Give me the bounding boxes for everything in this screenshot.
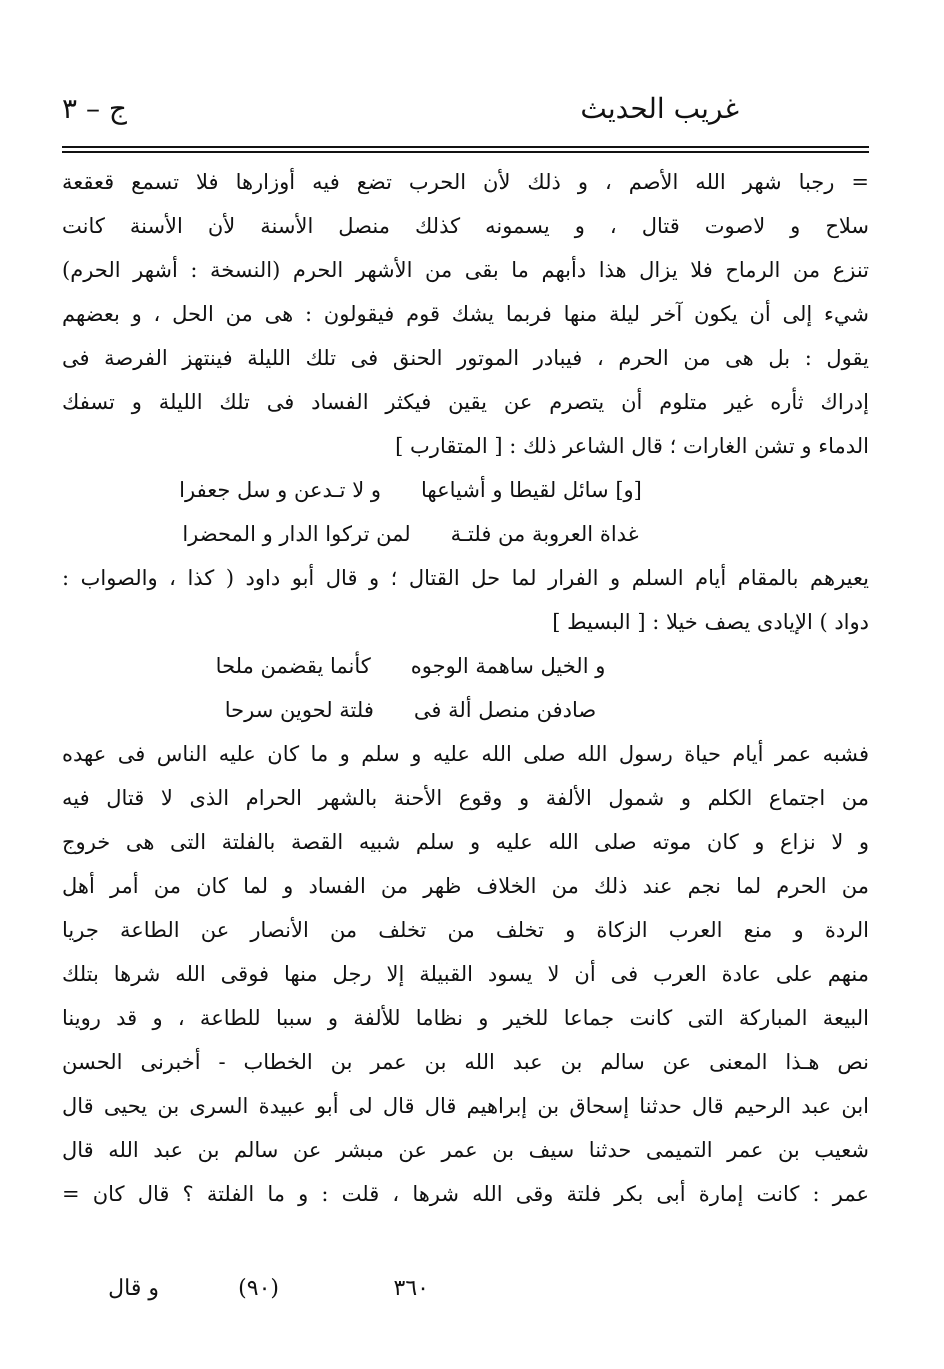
text-line: يعيرهم بالمقام أيام السلم و الفرار لما حل القتال ؛ و قال أبو داود ( كذا ، والصواب : <box>62 566 869 590</box>
text-line: شيء إلى أن يكون آخر ليلة منها فربما يشك قوم فيقولون : هى من الحل ، و بعضهم <box>62 302 869 326</box>
text-line: = رجبا شهر الله الأصم ، و ذلك لأن الحرب تضع فيه أوزارها فلا تسمع قعقعة <box>62 170 869 194</box>
text-line: البيعة المباركة التى كانت جماعا للخير و نظاما للألفة و سببا للطاعة ، و قد روينا <box>62 1006 869 1030</box>
signature-number: (٩٠) <box>238 1276 279 1301</box>
verse-hemistich: لمن تركوا الدار و المحضرا <box>182 522 411 546</box>
text-line: الردة و منع العرب الزكاة و تخلف من تخلف من الأنصار عن الطاعة جريا <box>62 918 869 942</box>
text-line: تنزع من الرماح فلا يزال هذا دأبهم ما بقى من الأشهر الحرم (النسخة : أشهر الحرم) <box>62 258 869 282</box>
verse-hemistich: [و] سائل لقيطا و أشياعها <box>420 478 642 502</box>
verse-hemistich: و الخيل ساهمة الوجوه <box>410 654 606 678</box>
text-line: دواد ) الإيادى يصف خيلا : [ البسيط ] <box>552 610 869 634</box>
text-line: منهم على عادة العرب فى أن لا يسود القبيلة إلا رجل منها فوقى الله شرها بتلك <box>62 962 869 986</box>
catchword: و قال <box>108 1276 159 1301</box>
text-line: عمر : كانت إمارة أبى بكر فلتة وقى الله شرها ، قلت : و ما الفلتة ؟ قال كان = <box>62 1182 869 1206</box>
volume-label: ج – ٣ <box>62 92 127 125</box>
running-title: غريب الحديث <box>580 92 739 125</box>
text-line: من اجتماع الكلم و شمول الألفة و وقوع الأحنة بالشهر الحرام الذى لا قتال فيه <box>62 786 869 810</box>
text-line: نص هـذا المعنى عن سالم بن عبد الله بن عمر بن الخطاب - أخبرنى الحسن <box>62 1050 869 1074</box>
verse-line <box>62 644 869 688</box>
verse-line <box>62 468 869 512</box>
verse-hemistich: غداة العروبة من فلتـة <box>450 522 639 546</box>
page-footer <box>62 1276 869 1316</box>
text-line: ابن عبد الرحيم قال حدثنا إسحاق بن إبراهيم قال قال لى أبو عبيدة السرى بن يحيى قال <box>62 1094 869 1118</box>
page-number: ٣٦٠ <box>393 1276 429 1301</box>
text-line: و لا نزاع و كان موته صلى الله عليه و سلم شبيه القصة بالفلتة التى هى خروج <box>62 830 869 854</box>
verse-hemistich: فلتة لحوين سرحا <box>224 698 374 722</box>
text-line: إدراك ثأره غير متلوم أن يتصرم عن يقين فيكثر الفساد فى تلك الليلة و تسفك <box>62 390 869 414</box>
verse-hemistich: صادفن منصل ألة فى <box>413 698 597 722</box>
verse-line <box>62 688 869 732</box>
text-line: من الحرم لما نجم عند ذلك من الخلاف ظهر من الفساد و لما كان من أمر أهل <box>62 874 869 898</box>
text-line: يقول : بل هى من الحرم ، فيبادر الموتور الحنق فى تلك الليلة فينتهز الفرصة فى <box>62 346 869 370</box>
header-rule-bottom <box>62 151 869 153</box>
verse-line <box>62 512 869 556</box>
main-text <box>62 160 869 1216</box>
verse-hemistich: و لا تـدعن و سل جعفرا <box>179 478 381 502</box>
text-line: فشبه عمر أيام حياة رسول الله صلى الله عليه و سلم و ما كان عليه الناس فى عهده <box>62 742 869 766</box>
text-line: الدماء و تشن الغارات ؛ قال الشاعر ذلك : [ المتقارب ] <box>395 434 869 458</box>
text-line: سلاح و لاصوت قتال ، و يسمونه كذلك منصل الأسنة لأن الأسنة كانت <box>62 214 869 238</box>
text-line: شعيب بن عمر التميمى حدثنا سيف بن عمر عن مبشر عن سالم بن عبد الله قال <box>62 1138 869 1162</box>
header-rule-top <box>62 146 869 148</box>
verse-hemistich: كأنما يقضمن ملحا <box>215 654 371 678</box>
